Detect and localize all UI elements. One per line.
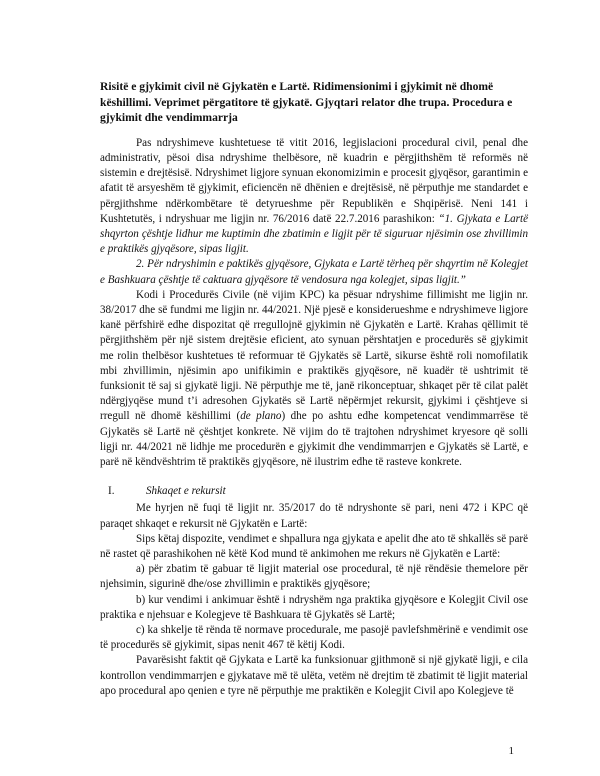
paragraph-kpc-text-a: Kodi i Procedurës Civile (në vijim KPC) ka pësuar ndryshime fillimisht me ligjin nr. 38/2017 dhe së fundmi me ligjin nr. 44/2021. Një pjesë e konsiderueshme e ndryshimeve ligjore kanë përfshirë edhe dispozitat që rregullojnë gjykimin në Gjykatën e Lartë. Krahas qëllimit të përgjithshëm për një sistem drejtësie eficient, ato synuan përshtatjen e procedurës së gjykimit me rolin thelbësor kushtetues të reformuar të Gjykatës së Lartë, sikurse është roli nomofilatik mbi zhvillimin, njësimin apo unifikimin e praktikës gjyqësore, në kuadër të ushtrimit të funksionit të saj si gjykatë ligji. Në përputhje me të, janë rikonceptuar, shkaqet për të cilat palët ndërgjyqëse mund t’i adresohen Gjykatës së Lartë nëpërmjet rekursit, gjykimi i çështjeve si rregull në dhomë këshillimi ( [100,288,528,423]
paragraph-article-472: Me hyrjen në fuqi të ligjit nr. 35/2017 do të ndryshonte së pari, neni 472 i KPC që paraqet shkaqet e rekursit në Gjykatën e Lartë: [100,502,528,530]
paragraph-supreme-court: Pavarësisht faktit që Gjykata e Lartë ka funksionuar gjithmonë si një gjykatë ligji, e cila kontrollon vendimmarrjen e gjykatave më të ulëta, vetëm në drejtim të zbatimit të ligjit material apo procedural apo qenien e tyre në përputhje me praktikën e Kolegjit Civil apo Kolegjeve të [100,654,528,697]
constitution-quote-2: 2. Për ndryshimin e paktikës gjyqësore, Gjykata e Lartë tërheq për shqyrtim në Kolegjet e Bashkuara çështje të caktuara gjyqësore të vendosura nga kolegjet, sipas ligjit.” [100,258,528,286]
spacer [100,470,528,484]
page-body [100,79,528,699]
paragraph-kpc [100,288,528,470]
constitution-quote: “1. Gjykata e Lartë shqyrton çështje lidhur me kuptimin dhe zbatimin e ligjit për të siguruar njësimin ose zhvillimin e praktikës gjyqësore, sipas ligjit. [100,212,528,256]
list-item-b: b) kur vendimi i ankimuar është i ndryshëm nga praktika gjyqësore e Kolegjit Civil ose praktika e njehsuar e Kolegjeve të Bashkuara të Gjykatës së Lartë; [100,593,528,621]
list-item-a: a) për zbatim të gabuar të ligjit material ose procedural, të një rëndësie themelore për njehsimin, sigurinë dhe/ose zhvillimin e praktikës gjyqësore; [100,563,528,591]
list-item-c: c) ka shkelje të rënda të normave procedurale, me pasojë pavlefshmërinë e vendimit ose të procedurës së gjykimit, sipas nenit 467 të këtij Kodi. [100,624,528,652]
paragraph-provision: Sips këtaj dispozite, vendimet e shpallura nga gjykata e apelit dhe ato të shkallës së parë në rastet që parashikohen në këtë Kod mund të ankimohen me rekurs në Gjykatën e Lartë: [100,532,528,561]
section-number: I. [108,485,115,498]
paragraph-quote-2 [100,257,528,287]
page-number: 1 [508,745,514,757]
section-heading [100,484,528,499]
paragraph-intro [100,136,528,258]
paragraph-kpc-italic: de plano [240,410,282,423]
paragraph-intro-text: Pas ndryshimeve kushtetuese të vitit 2016, legjislacioni procedural civil, penal dhe administrativ, pësoi disa ndryshime thelbësore, në kuadrin e përgjithshëm të reformës në sistemin e drejtësisë. Ndryshimet ligjore synuan ekonomizimin e procesit gjyqësor, garantimin e afatit të arsyeshëm të gjykimit, eficiencën në dhënien e drejtësisë, në përputhje me standardet e përgjithshme ndërkombëtare të detyrueshme për Republikën e Shqipërisë. Neni 141 i Kushtetutës, i ndryshuar me ligjin nr. 76/2016 datë 22.7.2016 parashikon: [100,136,528,225]
paragraph-kpc-text-b: ) dhe po ashtu edhe kompetencat vendimmarrëse të Gjykatës së Lartë në çështjet konkrete. Në vijim do të trajtohen ndryshimet kryesore që solli ligji nr. 44/2021 në lidhje me procedurën e gjykimit dhe vendimmarrjen e Gjykatës së Lartë, e parë në këndvështrim të praktikës gjyqësore, në ilustrim edhe të rasteve konkrete. [100,410,528,469]
document-title: Risitë e gjykimit civil në Gjykatën e Lartë. Ridimensionimi i gjykimit në dhomë këshillimi. Veprimet përgatitore të gjykatë. Gjyqtari relator dhe trupa. Procedura e gjykimit dhe vendimmarrja [100,80,513,125]
section-title: Shkaqet e rekursit [146,485,226,498]
